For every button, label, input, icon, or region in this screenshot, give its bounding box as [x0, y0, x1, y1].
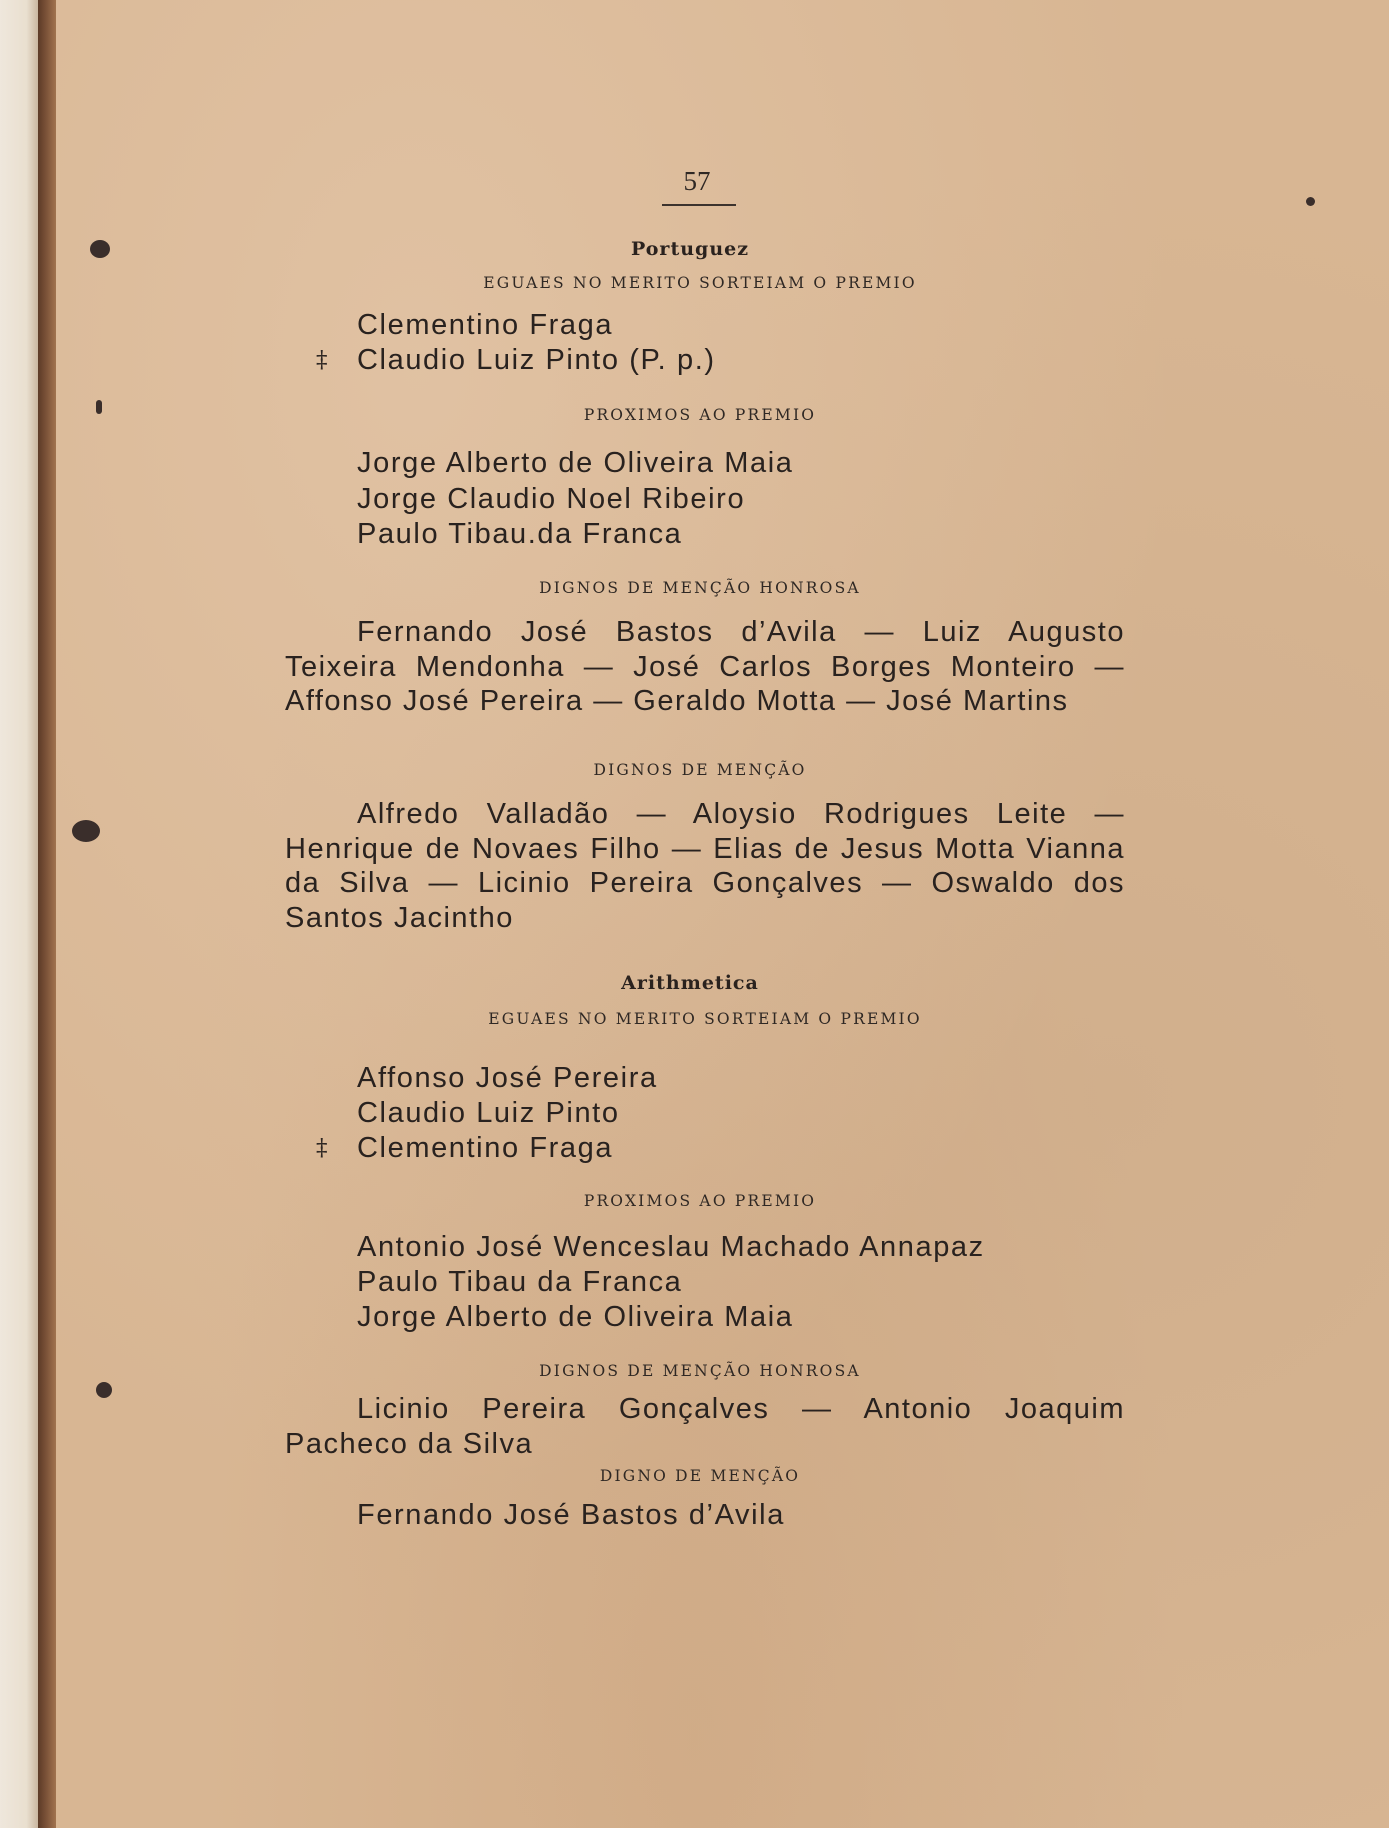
- ink-spot: [96, 1382, 112, 1398]
- name-line: Fernando José Bastos d’Avila: [357, 1499, 785, 1531]
- group-heading: DIGNOS DE MENÇÃO: [593, 761, 807, 779]
- name-line: Clementino Fraga: [357, 309, 614, 341]
- dagger-mark: ‡: [316, 347, 328, 373]
- name-line: Jorge Alberto de Oliveira Maia: [357, 447, 794, 479]
- ink-spot: [72, 820, 100, 842]
- name-line: Claudio Luiz Pinto: [357, 1097, 620, 1129]
- page-number-rule: [662, 204, 736, 206]
- group-heading: DIGNO DE MENÇÃO: [599, 1467, 801, 1485]
- name-line: Clementino Fraga: [357, 1132, 614, 1164]
- facing-page-edge: [0, 0, 38, 1828]
- ink-spot: [90, 240, 110, 258]
- name-line: Jorge Claudio Noel Ribeiro: [357, 483, 746, 515]
- name-line: Affonso José Pereira: [357, 1062, 658, 1094]
- name-line: Claudio Luiz Pinto (P. p.): [357, 344, 716, 376]
- group-heading: DIGNOS DE MENÇÃO HONROSA: [539, 579, 861, 597]
- page-number: 57: [683, 166, 711, 196]
- mention-paragraph: Alfredo Valladão — Aloysio Rodrigues Leite — Henrique de Novaes Filho — Elias de Jesus Motta Vianna da Silva — Licinio Pereira Gonçalves — Oswaldo dos Santos Jacintho: [285, 798, 1125, 934]
- group-heading: PROXIMOS AO PREMIO: [583, 1192, 817, 1210]
- group-heading: PROXIMOS AO PREMIO: [583, 406, 817, 424]
- subject-title: Arithmetica: [621, 972, 759, 994]
- subject-title: Portuguez: [630, 238, 750, 260]
- name-line: Paulo Tibau da Franca: [357, 1266, 683, 1298]
- name-line: Antonio José Wenceslau Machado Annapaz: [357, 1231, 985, 1263]
- group-heading: EGUAES NO MERITO SORTEIAM O PREMIO: [483, 274, 917, 292]
- group-heading: DIGNOS DE MENÇÃO HONROSA: [539, 1362, 861, 1380]
- dagger-mark: ‡: [316, 1135, 328, 1161]
- book-spine: [38, 0, 56, 1828]
- honorable-mention-paragraph: Licinio Pereira Gonçalves — Antonio Joaquim Pacheco da Silva: [285, 1393, 1125, 1460]
- name-line: Paulo Tibau.da Franca: [357, 518, 683, 550]
- ink-spot: [1306, 197, 1315, 206]
- ink-spot: [96, 400, 102, 414]
- name-line: Jorge Alberto de Oliveira Maia: [357, 1301, 794, 1333]
- honorable-mention-paragraph: Fernando José Bastos d’Avila — Luiz Augusto Teixeira Mendonha — José Carlos Borges Monteiro — Affonso José Pereira — Geraldo Motta — José Martins: [285, 616, 1125, 717]
- group-heading: EGUAES NO MERITO SORTEIAM O PREMIO: [488, 1010, 922, 1028]
